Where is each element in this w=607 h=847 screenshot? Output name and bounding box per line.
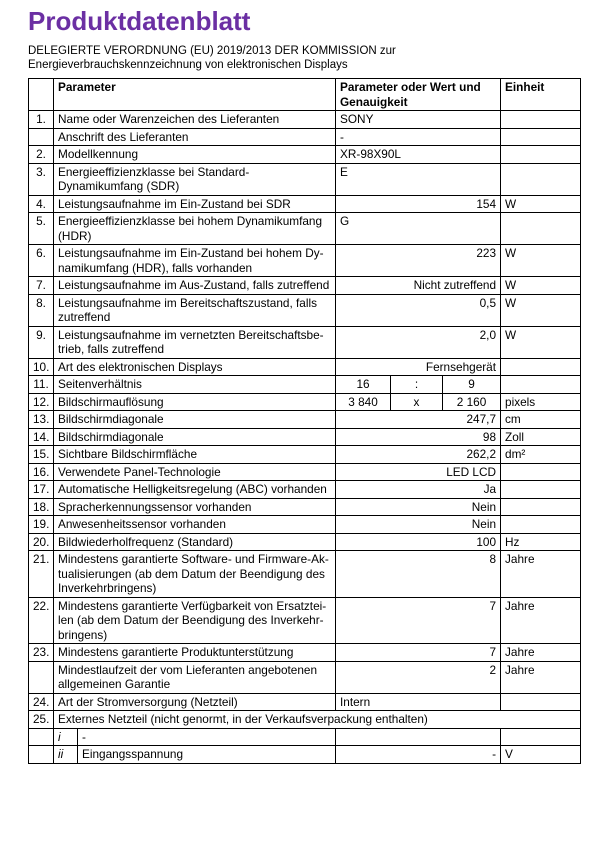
table-header-row — [29, 79, 581, 111]
row-unit — [501, 693, 581, 711]
header-parameter: Parameter — [54, 79, 336, 111]
row-unit: W — [501, 277, 581, 295]
product-data-table — [28, 78, 581, 764]
row-value: G — [336, 213, 501, 245]
table-row — [29, 111, 581, 129]
header-num-cell — [29, 79, 54, 111]
row-parameter: Name oder Warenzeichen des Lieferanten — [54, 111, 336, 129]
row-unit: W — [501, 195, 581, 213]
row-number: 10. — [29, 358, 54, 376]
row-number: 9. — [29, 326, 54, 358]
row-parameter: Bildwiederholfrequenz (Standard) — [54, 533, 336, 551]
table-row — [29, 146, 581, 164]
row-value: E — [336, 163, 501, 195]
row-number: 6. — [29, 245, 54, 277]
row-parameter: Anschrift des Lieferanten — [54, 128, 336, 146]
row-parameter: Leistungsaufnahme im vernetzten Bereitschaftsbe-trieb, falls zutreffend — [54, 326, 336, 358]
row-unit — [501, 498, 581, 516]
row-value: 247,7 — [336, 411, 501, 429]
table-row — [29, 728, 581, 746]
row-number — [29, 746, 54, 764]
row-unit — [501, 728, 581, 746]
table-row — [29, 516, 581, 534]
row-unit — [501, 128, 581, 146]
row-number: 20. — [29, 533, 54, 551]
row-unit: Zoll — [501, 428, 581, 446]
table-row — [29, 393, 581, 411]
row-number: 15. — [29, 446, 54, 464]
row-parameter: - — [78, 728, 336, 746]
row-parameter: Leistungsaufnahme im Ein-Zustand bei SDR — [54, 195, 336, 213]
table-row — [29, 411, 581, 429]
row-unit — [501, 376, 581, 394]
table-row — [29, 213, 581, 245]
row-value: Intern — [336, 693, 501, 711]
row-parameter: Sichtbare Bildschirmfläche — [54, 446, 336, 464]
table-row — [29, 428, 581, 446]
row-value: LED LCD — [336, 463, 501, 481]
row-parameter: Leistungsaufnahme im Aus-Zustand, falls zutreffend — [54, 277, 336, 295]
table-row — [29, 195, 581, 213]
row-unit: dm² — [501, 446, 581, 464]
header-value: Parameter oder Wert und Genauigkeit — [336, 79, 501, 111]
row-number: 5. — [29, 213, 54, 245]
subtitle-line-1: DELEGIERTE VERORDNUNG (EU) 2019/2013 DER KOMMISSION zur — [28, 45, 396, 57]
regulation-subtitle — [28, 44, 580, 72]
row-number — [29, 661, 54, 693]
row-parameter: Art der Stromversorgung (Netzteil) — [54, 693, 336, 711]
row-unit: Jahre — [501, 644, 581, 662]
row-number: 21. — [29, 551, 54, 598]
table-row — [29, 746, 581, 764]
row-value: 98 — [336, 428, 501, 446]
row-unit: V — [501, 746, 581, 764]
table-row — [29, 463, 581, 481]
row-value: Fernsehgerät — [336, 358, 501, 376]
row-sub-index: i — [54, 728, 78, 746]
table-row — [29, 245, 581, 277]
row-parameter: Mindestens garantierte Software- und Firmware-Ak-tualisierungen (ab dem Datum der Beendigung des Inverkehrbringens) — [54, 551, 336, 598]
row-unit — [501, 146, 581, 164]
table-row — [29, 711, 581, 729]
row-parameter: Leistungsaufnahme im Ein-Zustand bei hohem Dy-namikumfang (HDR), falls vorhanden — [54, 245, 336, 277]
table-row — [29, 644, 581, 662]
table-row — [29, 693, 581, 711]
row-unit: cm — [501, 411, 581, 429]
table-row — [29, 326, 581, 358]
row-number: 25. — [29, 711, 54, 729]
row-parameter: Verwendete Panel-Technologie — [54, 463, 336, 481]
row-value: 100 — [336, 533, 501, 551]
row-value: Nein — [336, 516, 501, 534]
row-value: Nein — [336, 498, 501, 516]
table-row — [29, 597, 581, 644]
row-number: 11. — [29, 376, 54, 394]
table-row — [29, 294, 581, 326]
row-unit — [501, 516, 581, 534]
row-number: 23. — [29, 644, 54, 662]
row-value: - — [336, 746, 501, 764]
row-unit: Jahre — [501, 661, 581, 693]
row-parameter: Leistungsaufnahme im Bereitschaftszustand, falls zutreffend — [54, 294, 336, 326]
table-row — [29, 533, 581, 551]
row-parameter: Bildschirmauflösung — [54, 393, 336, 411]
row-value: Ja — [336, 481, 501, 499]
row-value: Nicht zutreffend — [336, 277, 501, 295]
table-row — [29, 376, 581, 394]
row-number: 24. — [29, 693, 54, 711]
row-number: 19. — [29, 516, 54, 534]
row-parameter: Spracherkennungssensor vorhanden — [54, 498, 336, 516]
row-value: 2 — [336, 661, 501, 693]
row-parameter: Energieeffizienzklasse bei Standard-Dynamikumfang (SDR) — [54, 163, 336, 195]
table-body — [29, 111, 581, 764]
row-value: 223 — [336, 245, 501, 277]
table-row — [29, 163, 581, 195]
row-parameter: Automatische Helligkeitsregelung (ABC) vorhanden — [54, 481, 336, 499]
row-parameter: Externes Netzteil (nicht genormt, in der Verkaufsverpackung enthalten) — [54, 711, 581, 729]
table-row — [29, 446, 581, 464]
table-row — [29, 358, 581, 376]
row-value: XR-98X90L — [336, 146, 501, 164]
row-unit: Hz — [501, 533, 581, 551]
row-value: - — [336, 128, 501, 146]
row-unit: W — [501, 326, 581, 358]
row-unit: W — [501, 294, 581, 326]
row-number: 7. — [29, 277, 54, 295]
row-parameter: Mindestlaufzeit der vom Lieferanten angebotenen allgemeinen Garantie — [54, 661, 336, 693]
row-unit — [501, 358, 581, 376]
row-value: 2,0 — [336, 326, 501, 358]
row-parameter: Bildschirmdiagonale — [54, 428, 336, 446]
row-unit: pixels — [501, 393, 581, 411]
row-number: 3. — [29, 163, 54, 195]
table-row — [29, 481, 581, 499]
row-number: 1. — [29, 111, 54, 129]
datasheet-page — [28, 6, 580, 764]
row-number: 14. — [29, 428, 54, 446]
row-parameter: Anwesenheitssensor vorhanden — [54, 516, 336, 534]
row-number: 8. — [29, 294, 54, 326]
table-row — [29, 498, 581, 516]
row-parameter: Bildschirmdiagonale — [54, 411, 336, 429]
row-number: 22. — [29, 597, 54, 644]
row-value-separator: : — [391, 376, 443, 394]
row-number: 17. — [29, 481, 54, 499]
row-unit: Jahre — [501, 551, 581, 598]
row-value-b: 2 160 — [443, 393, 501, 411]
header-unit: Einheit — [501, 79, 581, 111]
row-value-a: 16 — [336, 376, 391, 394]
row-value-separator: x — [391, 393, 443, 411]
table-row — [29, 661, 581, 693]
row-value: 7 — [336, 597, 501, 644]
row-number: 18. — [29, 498, 54, 516]
row-unit: W — [501, 245, 581, 277]
row-value: 8 — [336, 551, 501, 598]
row-unit — [501, 481, 581, 499]
row-parameter: Modellkennung — [54, 146, 336, 164]
row-value: SONY — [336, 111, 501, 129]
row-parameter: Eingangsspannung — [78, 746, 336, 764]
row-unit: Jahre — [501, 597, 581, 644]
row-number: 4. — [29, 195, 54, 213]
row-value: 7 — [336, 644, 501, 662]
row-parameter: Art des elektronischen Displays — [54, 358, 336, 376]
row-unit — [501, 463, 581, 481]
row-unit — [501, 163, 581, 195]
row-sub-index: ii — [54, 746, 78, 764]
table-row — [29, 128, 581, 146]
row-number: 16. — [29, 463, 54, 481]
row-value: 0,5 — [336, 294, 501, 326]
row-number: 12. — [29, 393, 54, 411]
row-unit — [501, 111, 581, 129]
row-parameter: Mindestens garantierte Verfügbarkeit von Ersatztei-len (ab dem Datum der Beendigung des Inverkehr-bringens) — [54, 597, 336, 644]
table-row — [29, 277, 581, 295]
subtitle-line-2: Energieverbrauchskennzeichnung von elektronischen Displays — [28, 59, 348, 71]
row-number — [29, 728, 54, 746]
row-value: 154 — [336, 195, 501, 213]
row-value-a: 3 840 — [336, 393, 391, 411]
row-value — [336, 728, 501, 746]
row-value-b: 9 — [443, 376, 501, 394]
page-title: Produktdatenblatt — [28, 6, 251, 36]
row-number — [29, 128, 54, 146]
row-number: 13. — [29, 411, 54, 429]
row-parameter: Mindestens garantierte Produktunterstützung — [54, 644, 336, 662]
row-number: 2. — [29, 146, 54, 164]
table-row — [29, 551, 581, 598]
row-parameter: Energieeffizienzklasse bei hohem Dynamikumfang (HDR) — [54, 213, 336, 245]
row-parameter: Seitenverhältnis — [54, 376, 336, 394]
row-unit — [501, 213, 581, 245]
row-value: 262,2 — [336, 446, 501, 464]
